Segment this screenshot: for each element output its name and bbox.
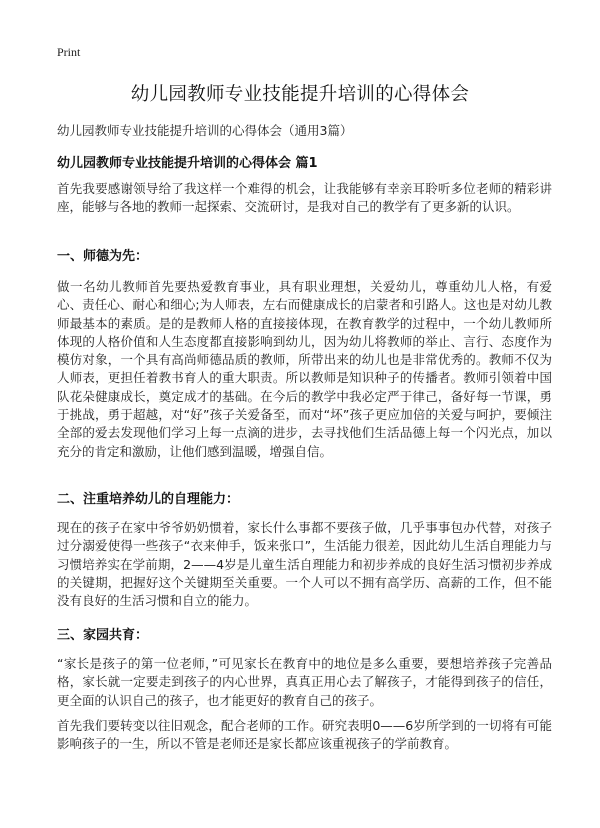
section-title: 幼儿园教师专业技能提升培训的心得体会 篇1 <box>57 156 318 171</box>
paragraph-4: 首先我们要转变以往旧观念，配合老师的工作。研究表明0——6岁所学到的一切将有可能影响孩子的一生，所以不管是老师还是家长都应该重视孩子的学前教育。 <box>57 718 552 752</box>
heading-2: 二、注重培养幼儿的自理能力： <box>57 492 240 507</box>
intro-paragraph: 首先我要感谢领导给了我这样一个难得的机会，让我能够有幸亲耳聆听多位老师的精彩讲座，能够与各地的教师一起探索、交流研讨，是我对自己的教学有了更多新的认识。 <box>57 181 552 215</box>
paragraph-3: “家长是孩子的第一位老师，”可见家长在教育中的地位是多么重要，要想培养孩子完善品格，家长就一定要走到孩子的内心世界，真真正用心去了解孩子，才能得到孩子的信任，更全面的认识自己的孩子，也才能更好的教育自己的孩子。 <box>57 656 552 708</box>
paragraph-2: 现在的孩子在家中爷爷奶奶惯着，家长什么事都不要孩子做，几乎事事包办代替，对孩子过分溺爱使得一些孩子“衣来伸手，饭来张口”，生活能力很差，因此幼儿生活自理能力与习惯培养实在学前期，2——4岁是儿童生活自理能力和初步养成的良好生活习惯初步养成的关键期，把握好这个关键期至关重要。一个人可以不拥有高学历、高薪的工作，但不能没有良好的生活习惯和自立的能力。 <box>57 520 552 609</box>
heading-3: 三、家园共育： <box>57 628 149 643</box>
heading-1: 一、师德为先： <box>57 249 149 264</box>
paragraph-1: 做一名幼儿教师首先要热爱教育事业，具有职业理想，关爱幼儿，尊重幼儿人格，有爱心、责任心、耐心和细心;为人师表，左右而健康成长的启蒙者和引路人。这也是对幼儿教师最基本的素质。是的是教师人格的直接接体现，在教育教学的过程中，一个幼儿教师所体现的人格价值和人生态度都直接影响到幼儿，因为幼儿将教师的举止、言行、态度作为模仿对象，一个具有高尚师德品质的教师，所带出来的幼儿也是非常优秀的。教师不仅为人师表，更担任着教书育人的重大职责。所以教师是知识种子的传播者。教师引领着中国队花朵健康成长，奠定成才的基础。在今后的教学中我必定严于律己，备好每一节课，勇于挑战，勇于超越，对“好”孩子关爱备至，而对“坏”孩子更应加倍的关爱与呵护，要倾注全部的爱去发现他们学习上每一点滴的进步，去寻找他们生活品德上每一个闪光点，加以充分的肯定和激励，让他们感到温暖，增强自信。 <box>57 279 552 459</box>
document-subtitle: 幼儿园教师专业技能提升培训的心得体会（通用3篇） <box>57 123 353 138</box>
document-title: 幼儿园教师专业技能提升培训的心得体会 <box>130 84 470 105</box>
print-label: Print <box>57 45 81 59</box>
